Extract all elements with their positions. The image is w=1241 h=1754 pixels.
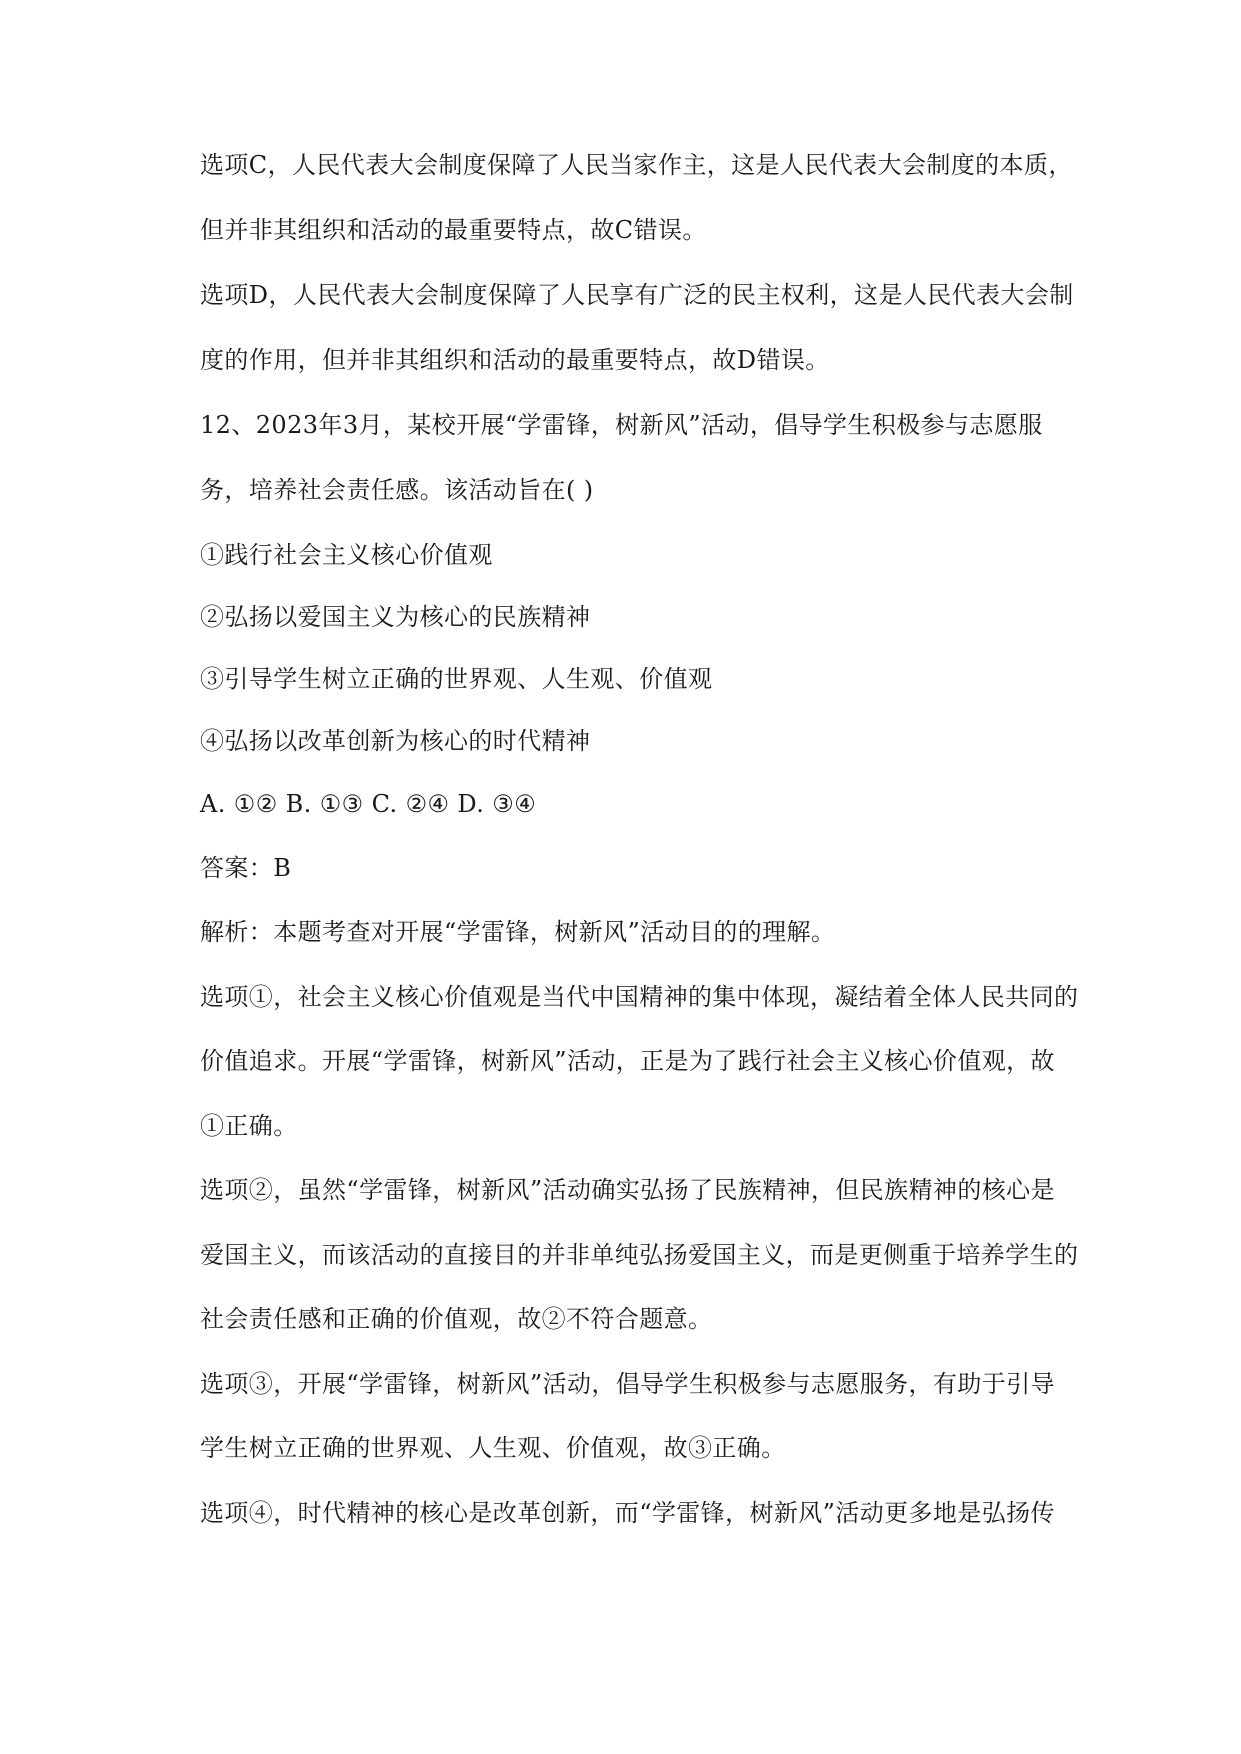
option-statement: ①践行社会主义核心价值观 xyxy=(200,541,493,569)
option-statement: ③引导学生树立正确的世界观、人生观、价值观 xyxy=(200,665,713,693)
text-line: 度的作用，但并非其组织和活动的最重要特点，故D错误。 xyxy=(200,346,830,374)
text-line: 价值追求。开展“学雷锋，树新风”活动，正是为了践行社会主义核心价值观，故 xyxy=(200,1047,1055,1075)
text-line: 爱国主义，而该活动的直接目的并非单纯弘扬爱国主义，而是更侧重于培养学生的 xyxy=(200,1241,1079,1269)
text-line: 选项D，人民代表大会制度保障了人民享有广泛的民主权利，这是人民代表大会制 xyxy=(200,281,1074,309)
option-statement: ④弘扬以改革创新为核心的时代精神 xyxy=(200,727,591,755)
text-line: 选项①，社会主义核心价值观是当代中国精神的集中体现，凝结着全体人民共同的 xyxy=(200,983,1079,1011)
answer-choices: A. ①② B. ①③ C. ②④ D. ③④ xyxy=(200,790,537,818)
text-line: 选项④，时代精神的核心是改革创新，而“学雷锋，树新风”活动更多地是弘扬传 xyxy=(200,1499,1055,1527)
answer: 答案：B xyxy=(200,854,292,882)
text-line: ①正确。 xyxy=(200,1112,298,1140)
text-line: 学生树立正确的世界观、人生观、价值观，故③正确。 xyxy=(200,1434,786,1462)
text-line: 但并非其组织和活动的最重要特点，故C错误。 xyxy=(200,216,707,244)
analysis-text: 解析：本题考查对开展“学雷锋，树新风”活动目的的理解。 xyxy=(200,918,836,946)
option-statement: ②弘扬以爱国主义为核心的民族精神 xyxy=(200,603,591,631)
question-text: 务，培养社会责任感。该活动旨在( ) xyxy=(200,476,594,504)
question-text: 12、2023年3月，某校开展“学雷锋，树新风”活动，倡导学生积极参与志愿服 xyxy=(200,411,1043,439)
text-line: 选项C，人民代表大会制度保障了人民当家作主，这是人民代表大会制度的本质， xyxy=(200,151,1073,179)
text-line: 选项③，开展“学雷锋，树新风”活动，倡导学生积极参与志愿服务，有助于引导 xyxy=(200,1370,1055,1398)
text-line: 选项②，虽然“学雷锋，树新风”活动确实弘扬了民族精神，但民族精神的核心是 xyxy=(200,1176,1055,1204)
text-line: 社会责任感和正确的价值观，故②不符合题意。 xyxy=(200,1305,713,1333)
